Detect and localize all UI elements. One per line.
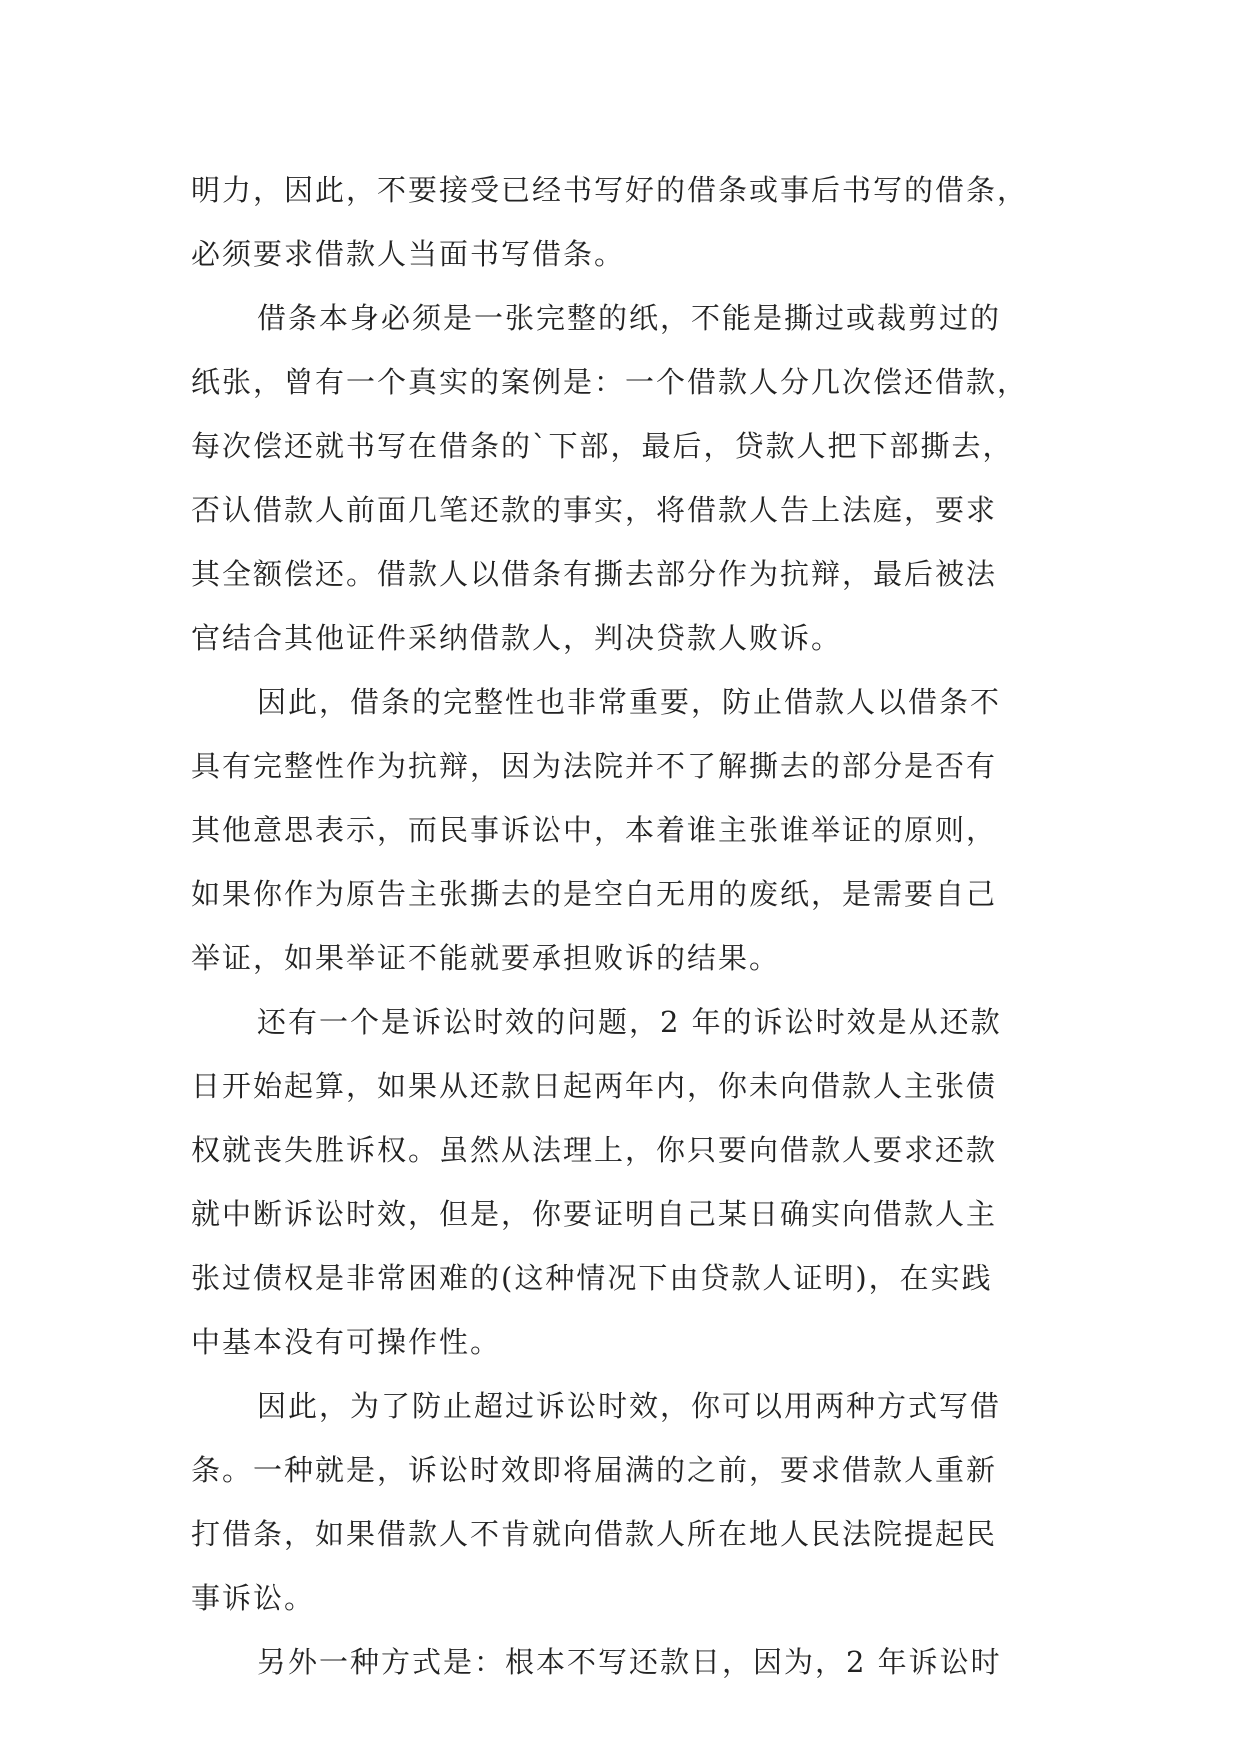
document-body bbox=[191, 158, 1071, 1694]
paragraph-4 bbox=[191, 990, 1071, 1374]
text-line: 如果你作为原告主张撕去的是空白无用的废纸，是需要自己 bbox=[191, 877, 998, 911]
text-line: 否认借款人前面几笔还款的事实，将借款人告上法庭，要求 bbox=[191, 493, 998, 527]
paragraph-3 bbox=[191, 670, 1071, 990]
text-line: 借条本身必须是一张完整的纸，不能是撕过或裁剪过的 bbox=[257, 301, 1002, 335]
text-line: 必须要求借款人当面书写借条。 bbox=[191, 237, 626, 271]
paragraph-6 bbox=[191, 1630, 1071, 1694]
text-line: 其全额偿还。借款人以借条有撕去部分作为抗辩，最后被法 bbox=[191, 557, 998, 591]
text-line: 每次偿还就书写在借条的`下部，最后，贷款人把下部撕去， bbox=[191, 429, 1014, 463]
text-line: 中基本没有可操作性。 bbox=[191, 1325, 502, 1359]
text-line: 打借条，如果借款人不肯就向借款人所在地人民法院提起民 bbox=[191, 1517, 998, 1551]
text-line: 其他意思表示，而民事诉讼中，本着谁主张谁举证的原则， bbox=[191, 813, 998, 847]
text-line: 因此，借条的完整性也非常重要，防止借款人以借条不 bbox=[257, 685, 1002, 719]
text-line: 纸张，曾有一个真实的案例是：一个借款人分几次偿还借款， bbox=[191, 365, 1029, 399]
text-line: 因此，为了防止超过诉讼时效，你可以用两种方式写借 bbox=[257, 1389, 1002, 1423]
text-line: 官结合其他证件采纳借款人，判决贷款人败诉。 bbox=[191, 621, 843, 655]
paragraph-2 bbox=[191, 286, 1071, 670]
text-line: 日开始起算，如果从还款日起两年内，你未向借款人主张债 bbox=[191, 1069, 998, 1103]
text-line: 条。一种就是，诉讼时效即将届满的之前，要求借款人重新 bbox=[191, 1453, 998, 1487]
text-line: 张过债权是非常困难的(这种情况下由贷款人证明)，在实践 bbox=[191, 1261, 993, 1295]
text-line: 权就丧失胜诉权。虽然从法理上，你只要向借款人要求还款 bbox=[191, 1133, 998, 1167]
text-line: 事诉讼。 bbox=[191, 1581, 316, 1615]
text-line: 具有完整性作为抗辩，因为法院并不了解撕去的部分是否有 bbox=[191, 749, 998, 783]
text-line: 明力，因此，不要接受已经书写好的借条或事后书写的借条， bbox=[191, 173, 1029, 207]
text-line: 举证，如果举证不能就要承担败诉的结果。 bbox=[191, 941, 781, 975]
paragraph-5 bbox=[191, 1374, 1071, 1630]
text-line: 另外一种方式是：根本不写还款日，因为，2 年诉讼时 bbox=[257, 1645, 1002, 1679]
text-line: 还有一个是诉讼时效的问题，2 年的诉讼时效是从还款 bbox=[257, 1005, 1002, 1039]
text-line: 就中断诉讼时效，但是，你要证明自己某日确实向借款人主 bbox=[191, 1197, 998, 1231]
paragraph-1 bbox=[191, 158, 1071, 286]
